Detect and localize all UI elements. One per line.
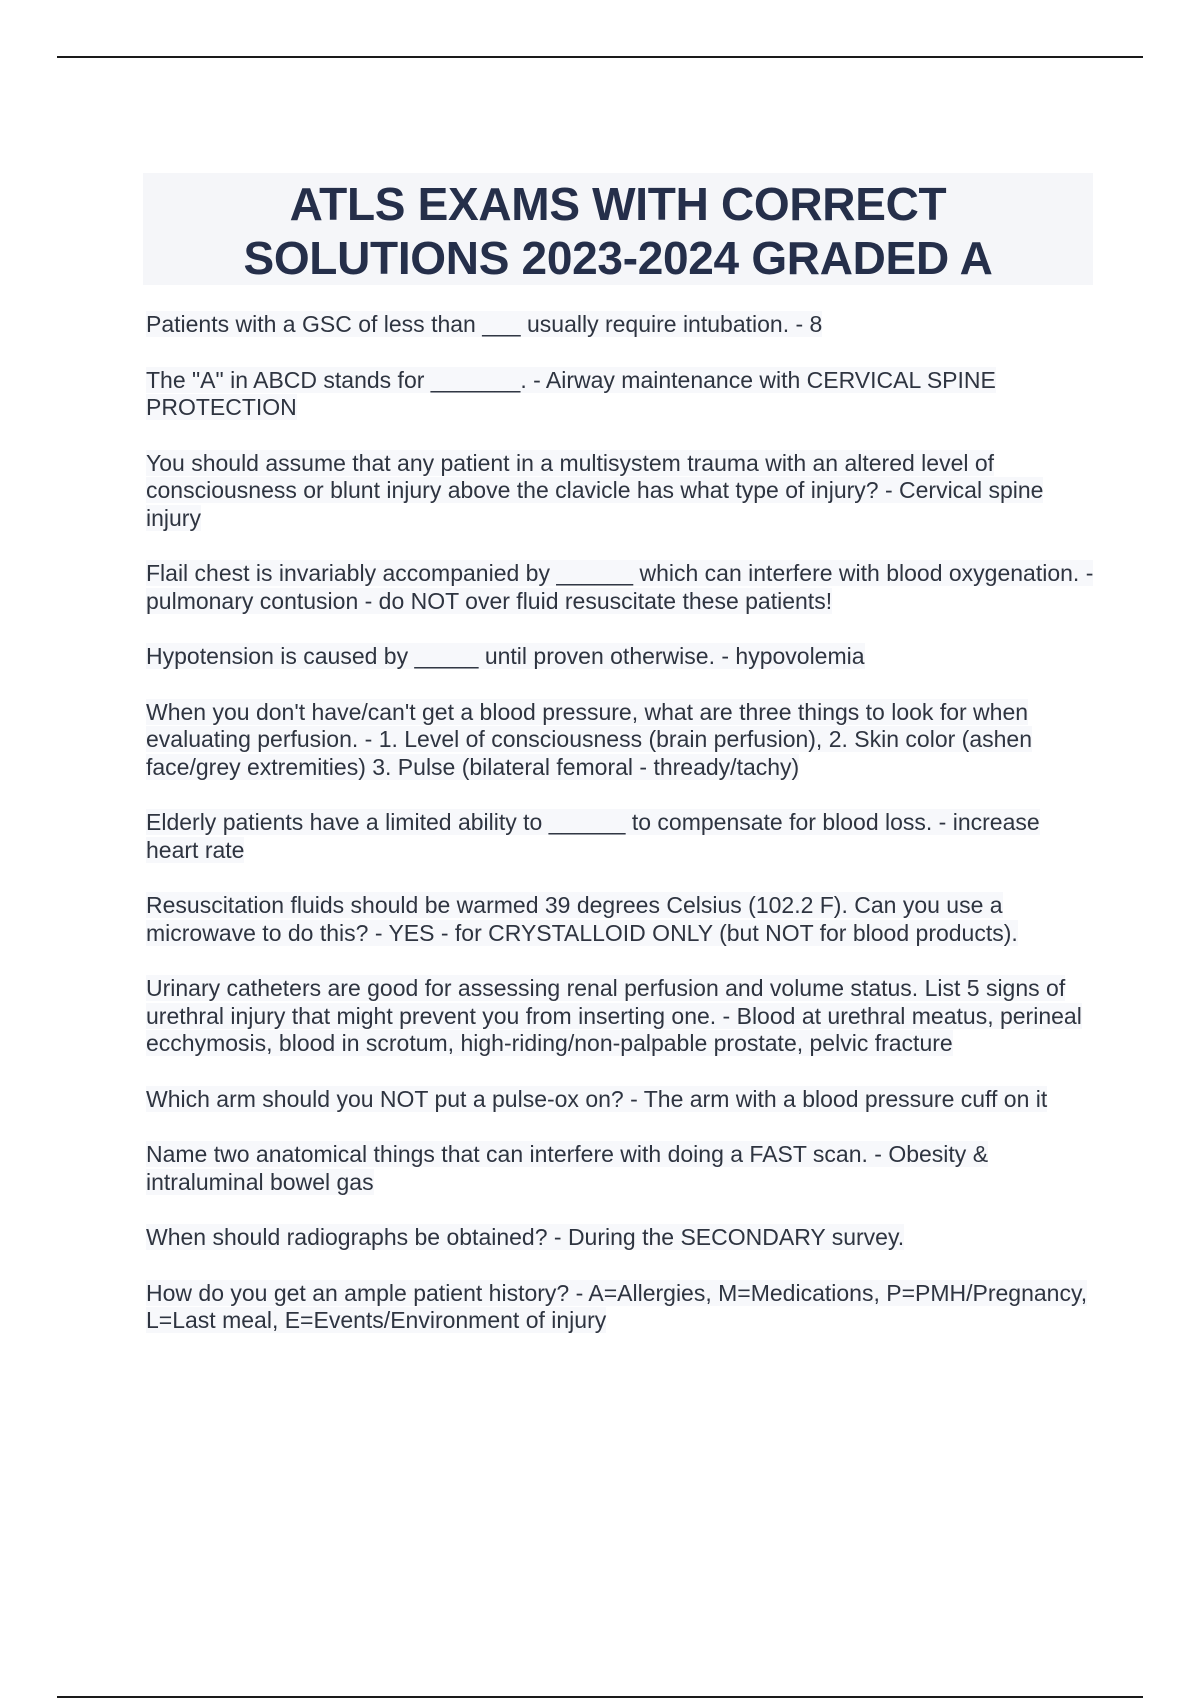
qa-item-fast-scan: Name two anatomical things that can interfere with doing a FAST scan. - Obesity & intraluminal bowel gas: [146, 1141, 989, 1195]
qa-item-abcd-airway: The "A" in ABCD stands for _______. - Airway maintenance with CERVICAL SPINE PROTECTION: [146, 366, 996, 420]
document-title-line-2: SOLUTIONS 2023-2024 GRADED A: [243, 232, 993, 284]
qa-item-gcs-intubation: Patients with a GSC of less than ___ usually require intubation. - 8: [146, 311, 823, 337]
footer-rule: [57, 1696, 1143, 1698]
qa-item-urinary-catheters: Urinary catheters are good for assessing renal perfusion and volume status. List 5 signs of urethral injury that might prevent you from inserting one. - Blood at urethral meatus, perineal ecchymosis, blood in scrotum, high-riding/non-palpable prostate, pelvic fracture: [146, 975, 1082, 1056]
document-title-line-1: ATLS EXAMS WITH CORRECT: [289, 178, 947, 230]
qa-item-pulse-ox: Which arm should you NOT put a pulse-ox on? - The arm with a blood pressure cuff on it: [146, 1085, 1048, 1112]
question-answer-list: [146, 311, 1096, 1363]
qa-item-patient-history: How do you get an ample patient history? - A=Allergies, M=Medications, P=PMH/Pregnancy, L=Last meal, E=Events/Environment of injury: [146, 1279, 1088, 1333]
document-title: [143, 177, 1093, 285]
qa-item-cervical-spine: You should assume that any patient in a multisystem trauma with an altered level of consciousness or blunt injury above the clavicle has what type of injury? - Cervical spine injury: [146, 449, 1044, 531]
title-banner: [143, 173, 1093, 285]
qa-item-resuscitation-fluids: Resuscitation fluids should be warmed 39 degrees Celsius (102.2 F). Can you use a microwave to do this? - YES - for CRYSTALLOID ONLY (but NOT for blood products).: [146, 892, 1018, 946]
qa-item-hypotension: Hypotension is caused by _____ until proven otherwise. - hypovolemia: [146, 643, 865, 669]
qa-item-flail-chest: Flail chest is invariably accompanied by ______ which can interfere with blood oxygenation. - pulmonary contusion - do NOT over fluid resuscitate these patients!: [146, 560, 1094, 614]
header-rule: [57, 56, 1143, 58]
qa-item-perfusion: When you don't have/can't get a blood pressure, what are three things to look for when evaluating perfusion. - 1. Level of consciousness (brain perfusion), 2. Skin color (ashen face/grey extremities) 3. Pulse (bilateral femoral - thready/tachy): [146, 698, 1032, 780]
qa-item-elderly-patients: Elderly patients have a limited ability to ______ to compensate for blood loss. - increase heart rate: [146, 809, 1040, 863]
qa-item-radiographs: When should radiographs be obtained? - During the SECONDARY survey.: [146, 1224, 905, 1250]
